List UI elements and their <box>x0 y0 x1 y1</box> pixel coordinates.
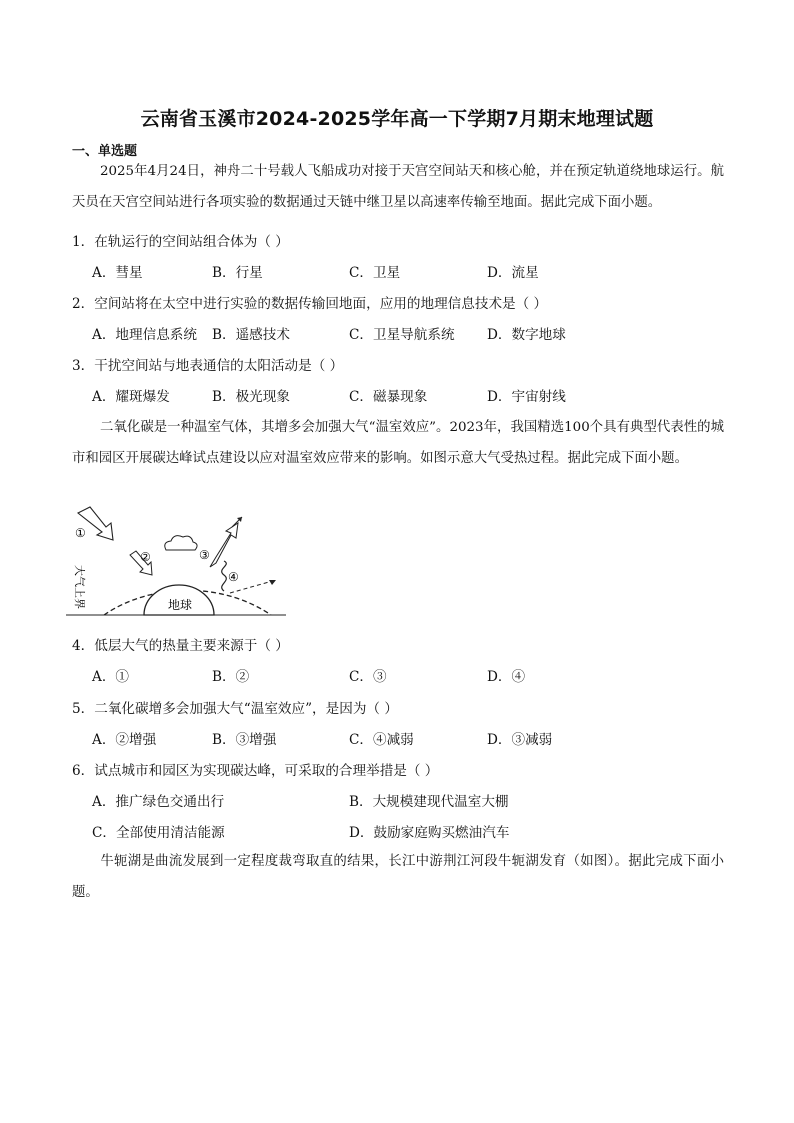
q4-option-c: C．③ <box>349 669 387 685</box>
q2-option-c: C．卫星导航系统 <box>349 327 455 343</box>
q6-option-d: D．鼓励家庭购买燃油汽车 <box>349 825 510 841</box>
q1-option-b: B．行星 <box>212 265 263 281</box>
counter-radiation-wave <box>222 561 227 591</box>
q3-option-d: D．宇宙射线 <box>487 389 566 405</box>
q5-option-a: A．②增强 <box>92 732 157 748</box>
question-2: 2．空间站将在太空中进行实验的数据传输回地面，应用的地理信息技术是（ ） <box>72 296 548 312</box>
question-6: 6．试点城市和园区为实现碳达峰，可采取的合理举措是（ ） <box>72 763 439 779</box>
q5-option-b: B．③增强 <box>212 732 277 748</box>
ground-radiation-arrow <box>210 523 238 567</box>
cloud-icon <box>165 536 197 550</box>
question-5: 5．二氧化碳增多会加强大气“温室效应”，是因为（ ） <box>72 701 398 717</box>
q6-option-a: A．推广绿色交通出行 <box>92 794 225 810</box>
section-heading: 一、单选题 <box>72 144 138 159</box>
q4-option-d: D．④ <box>487 669 526 685</box>
q3-option-c: C．磁暴现象 <box>349 389 428 405</box>
q3-option-a: A．耀斑爆发 <box>92 389 170 405</box>
q2-option-d: D．数字地球 <box>487 327 566 343</box>
q2-option-b: B．遥感技术 <box>212 327 290 343</box>
marker-4: ④ <box>228 570 239 584</box>
question-4: 4．低层大气的热量主要来源于（ ） <box>72 638 289 654</box>
passage-3 <box>72 846 724 908</box>
q5-option-d: D．③减弱 <box>487 732 553 748</box>
atmosphere-top-label: 大气上界 <box>73 565 86 609</box>
q1-option-c: C．卫星 <box>349 265 401 281</box>
outgoing-arrowhead <box>269 580 276 585</box>
marker-3: ③ <box>199 548 210 562</box>
q3-option-b: B．极光现象 <box>212 389 290 405</box>
passage-2-text: 二氧化碳是一种温室气体，其增多会加强大气“温室效应”。2023年，我国精选100个具有典型代表性的城市和园区开展碳达峰试点建设以应对温室效应带来的影响。如图示意大气受热过程。据此完成下面小题。 <box>72 420 724 466</box>
earth-label: 地球 <box>168 598 193 612</box>
question-1: 1．在轨运行的空间站组合体为（ ） <box>72 234 289 250</box>
question-3: 3．干扰空间站与地表通信的太阳活动是（ ） <box>72 358 344 374</box>
passage-2 <box>72 412 724 474</box>
passage-1-text: 2025年4月24日，神舟二十号载人飞船成功对接于天宫空间站天和核心舱，并在预定轨道绕地球运行。航天员在天宫空间站进行各项实验的数据通过天链中继卫星以高速率传输至地面。据此完成下面小题。 <box>72 164 724 210</box>
passage-1 <box>72 156 724 218</box>
q4-option-b: B．② <box>212 669 250 685</box>
marker-1: ① <box>75 526 86 540</box>
page-title: 云南省玉溪市2024-2025学年高一下学期7月期末地理试题 <box>140 108 654 130</box>
marker-2: ② <box>140 550 151 564</box>
q1-option-a: A．彗星 <box>92 265 143 281</box>
q2-option-a: A．地理信息系统 <box>92 327 197 343</box>
q6-option-b: B．大规模建现代温室大棚 <box>349 794 509 810</box>
passage-3-text: 牛轭湖是曲流发展到一定程度裁弯取直的结果，长江中游荆江河段牛轭湖发育（如图）。据此完成下面小题。 <box>72 854 724 900</box>
q6-option-c: C．全部使用清洁能源 <box>92 825 225 841</box>
atmosphere-heating-diagram <box>66 505 286 620</box>
q4-option-a: A．① <box>92 669 130 685</box>
q5-option-c: C．④减弱 <box>349 732 414 748</box>
q1-option-d: D．流星 <box>487 265 539 281</box>
